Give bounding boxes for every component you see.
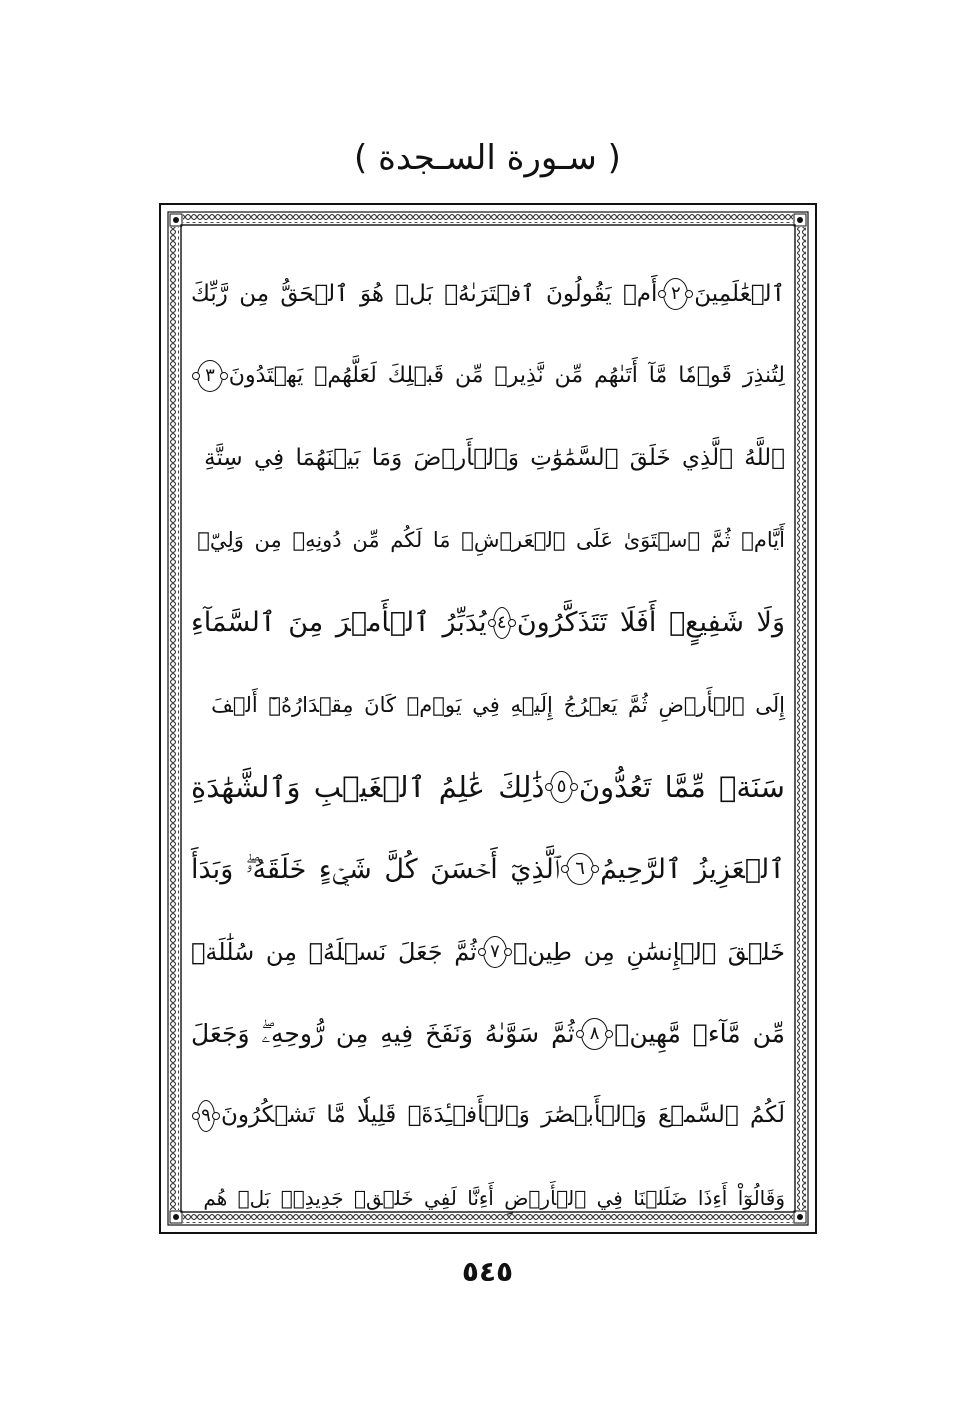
ayah-number-marker: ٧: [483, 936, 507, 968]
ayah-number-marker: ٥: [550, 771, 572, 803]
ayah-number-marker: ٦: [566, 853, 594, 885]
ayah-number-marker: ٢: [663, 278, 688, 310]
verse-line: [191, 1075, 785, 1157]
surah-title: ( سـورة السـجدة ): [354, 138, 621, 178]
verse-line: [191, 993, 785, 1075]
verse-line: [191, 253, 785, 335]
verse-text: لِتُنذِرَ قَوۡمٗا مَّآ أَتَىٰهُم مِّن نَّذِيرٖ مِّن قَبۡلِكَ لَعَلَّهُمۡ يَهۡتَدُونَ: [228, 363, 785, 389]
verse-text: خَلۡقَ ٱلۡإِنسَٰنِ مِن طِينٖ: [512, 937, 785, 966]
ayah-number-marker: ٨: [581, 1018, 609, 1050]
verse-text: وَلَا شَفِيعٍۚ أَفَلَا تَتَذَكَّرُونَ: [516, 607, 785, 639]
verse-text-area: [191, 253, 785, 1211]
verse-line: [191, 582, 785, 664]
verse-line: [191, 911, 785, 993]
verse-text: إِلَى ٱلۡأَرۡضِ ثُمَّ يَعۡرُجُ إِلَيۡهِ فِي يَوۡمٖ كَانَ مِقۡدَارُهُۥٓ أَلۡفَ: [211, 692, 785, 717]
verse-line: [191, 417, 785, 499]
verse-line: [191, 1157, 785, 1239]
verse-text: أَيَّامٖ ثُمَّ ٱسۡتَوَىٰ عَلَى ٱلۡعَرۡشِۖ مَا لَكُم مِّن دُونِهِۦ مِن وَلِيّٖ: [197, 528, 785, 553]
verse-text: أَمۡ يَقُولُونَ ٱفۡتَرَىٰهُۚ بَلۡ هُوَ ٱلۡحَقُّ مِن رَّبِّكَ: [191, 280, 658, 307]
verse-line: [191, 664, 785, 746]
verse-text: وَقَالُوٓاْ أَءِذَا ضَلَلۡنَا فِي ٱلۡأَرۡضِ أَءِنَّا لَفِي خَلۡقٖ جَدِيدِۢۚ بَلۡ هُم: [203, 1186, 785, 1211]
verse-text: لَكُمُ ٱلسَّمۡعَ وَٱلۡأَبۡصَٰرَ وَٱلۡأَفۡـِٔدَةَۚ قَلِيلٗا مَّا تَشۡكُرُونَ: [220, 1102, 785, 1129]
verse-text: ذَٰلِكَ عَٰلِمُ ٱلۡغَيۡبِ وَٱلشَّهَٰدَةِ: [191, 769, 545, 804]
verse-text: ٱللَّهُ ٱلَّذِي خَلَقَ ٱلسَّمَٰوَٰتِ وَٱلۡأَرۡضَ وَمَا بَيۡنَهُمَا فِي سِتَّةِ: [204, 444, 785, 471]
verse-line: [191, 828, 785, 910]
verse-line: [191, 335, 785, 417]
page-frame: [159, 203, 817, 1234]
page-number: ٥٤٥: [461, 1255, 514, 1288]
ayah-number-marker: ٣: [197, 360, 223, 392]
verse-text: ٱلۡعَٰلَمِينَ: [694, 280, 785, 307]
verse-text: يُدَبِّرُ ٱلۡأَمۡرَ مِنَ ٱلسَّمَآءِ: [191, 607, 487, 639]
verse-text: ٱلۡعَزِيزُ ٱلرَّحِيمُ: [600, 853, 785, 885]
verse-line: [191, 500, 785, 582]
verse-text: ٱلَّذِيٓ أَحۡسَنَ كُلَّ شَيۡءٍ خَلَقَهُۥۖ وَبَدَأَ: [191, 853, 561, 885]
verse-text: مِّن مَّآءٖ مَّهِينٖ: [614, 1019, 785, 1049]
verse-line: [191, 746, 785, 828]
verse-text: ثُمَّ جَعَلَ نَسۡلَهُۥ مِن سُلَٰلَةٖ: [191, 937, 477, 966]
ayah-number-marker: ٤: [493, 607, 511, 639]
verse-text: ثُمَّ سَوَّىٰهُ وَنَفَخَ فِيهِ مِن رُّوحِهِۦۖ وَجَعَلَ: [191, 1019, 575, 1049]
verse-text: سَنَةٖ مِّمَّا تَعُدُّونَ: [578, 769, 785, 804]
ayah-number-marker: ٩: [197, 1100, 215, 1132]
